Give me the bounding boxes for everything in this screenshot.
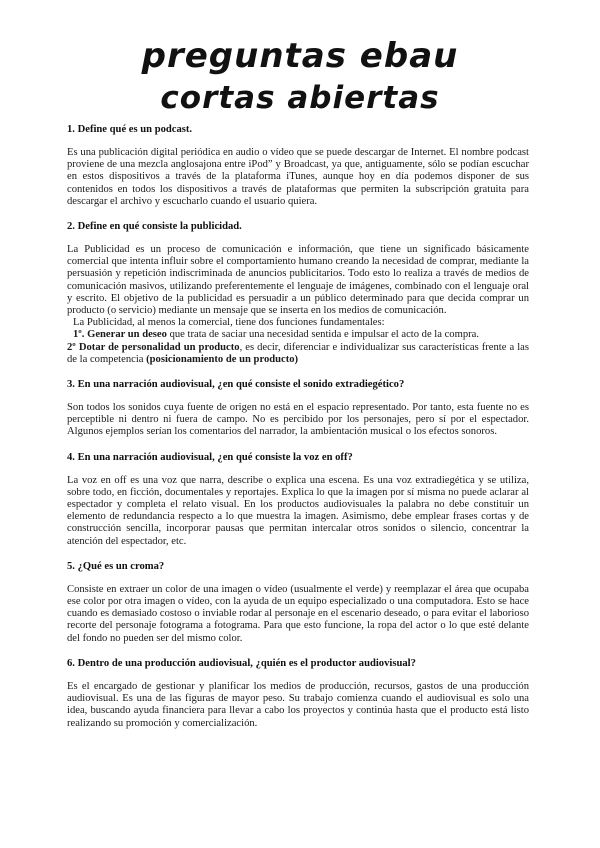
page-title-line-2: cortas abiertas <box>160 80 440 116</box>
question-5: 5. ¿Qué es un croma? <box>67 560 165 572</box>
answer-5: Consiste en extraer un color de una imagen o vídeo (usualmente el verde) y reemplazar el área que ocupaba ese color por otra imagen o vídeo, con la ayuda de un equipo especializado o una computadora. Esto se hace cuando es demasiado costoso o inviable rodar al personaje en el escenario deseado, o para evitar el laborioso recorte del personaje fotograma a fotograma. Para que esto funcione, la ropa del actor o lo que esté delante del fondo no pueden ser del mismo color. <box>67 583 529 644</box>
function-1 <box>67 329 529 341</box>
document-body <box>67 123 529 742</box>
question-1: 1. Define qué es un podcast. <box>67 124 193 135</box>
answer-4: La voz en off es una voz que narra, describe o explica una escena. Es una voz extradiegética y se utiliza, sobre todo, en ficción, documentales y reportajes. Explica lo que la imagen por sí misma no puede aclarar al espectador y completa el relato visual. En los productos audiovisuales la palabra no debe constituir un elemento de redundancia respecto a lo que muestra la imagen. Asimismo, debe emplear frases cortas y de construcción sencilla, incorporar pausas que permitan intercalar otros sonidos o silencio, concentrar la atención del espectador, etc. <box>67 474 529 547</box>
function-2-text: , es decir, diferenciar e individualizar sus características frente a las de la competencia <box>67 341 529 365</box>
page-title-line-1: preguntas ebau <box>141 36 459 76</box>
function-1-label: 1º. Generar un deseo <box>73 329 167 341</box>
question-6: 6. Dentro de una producción audiovisual, ¿quién es el productor audiovisual? <box>67 657 416 669</box>
question-4: 4. En una narración audiovisual, ¿en qué consiste la voz en off? <box>67 451 353 463</box>
answer-3: Son todos los sonidos cuya fuente de origen no está en el espacio representado. Por tanto, esta fuente no es perceptible ni dentro ni fuera de campo. No es percibido por los personajes, pero sí por el espectador. Algunos ejemplos serían los comentarios del narrador, la ambientación musical o los efectos sonoros. <box>67 402 529 438</box>
function-1-text: que trata de saciar una necesidad sentida e impulsar el acto de la compra. <box>166 329 480 341</box>
function-2-end: (posicionamiento de un producto) <box>146 353 299 365</box>
functions-intro: La Publicidad, al menos la comercial, tiene dos funciones fundamentales: <box>73 317 385 329</box>
answer-6: Es el encargado de gestionar y planificar los medios de producción, recursos, gastos de una producción audiovisual. Es una de las figuras de mayor peso. Su trabajo comienza cuando el audiovisual es solo una idea, buscando ayuda financiera para llevar a cabo los proyectos y continúa hasta que el producto está listo realizando su promoción y comercialización. <box>67 680 529 729</box>
function-2 <box>67 342 529 366</box>
answer-1: Es una publicación digital periódica en audio o vídeo que se puede descargar de Internet. El nombre podcast proviene de una mezcla anglosajona entre iPod” y Broadcast, ya que, antiguamente, sólo se podían escuchar en estos dispositivos a través de la plataforma iTunes, aunque hoy en día podemos disponer de sus contenidos en todos los dispositivos a través de plataformas que permiten la subscripción gratuita para descargar el archivo y escucharlo cuando el usuario quiera. <box>67 147 529 207</box>
question-2: 2. Define en qué consiste la publicidad. <box>67 221 242 233</box>
question-3: 3. En una narración audiovisual, ¿en qué consiste el sonido extradiegético? <box>67 379 405 391</box>
function-2-label: 2º Dotar de personalidad un producto <box>67 341 240 353</box>
answer-2: La Publicidad es un proceso de comunicación e información, que tiene un significado básicamente comercial que intenta influir sobre el comportamiento humano creando la necesidad de comprar, mediante la persuasión y repetición indiscriminada de anuncios publicitarios. Todo esto lo realiza a través de medios de comunicación masivos, utilizando preferentemente el lenguaje de imágenes, combinado con el lenguaje oral y escrito. El objetivo de la publicidad es persuadir a un público determinado para que decida comprar un producto (o servicio) mediante un mensaje que se inserta en los medios de comunicación. <box>67 244 529 317</box>
